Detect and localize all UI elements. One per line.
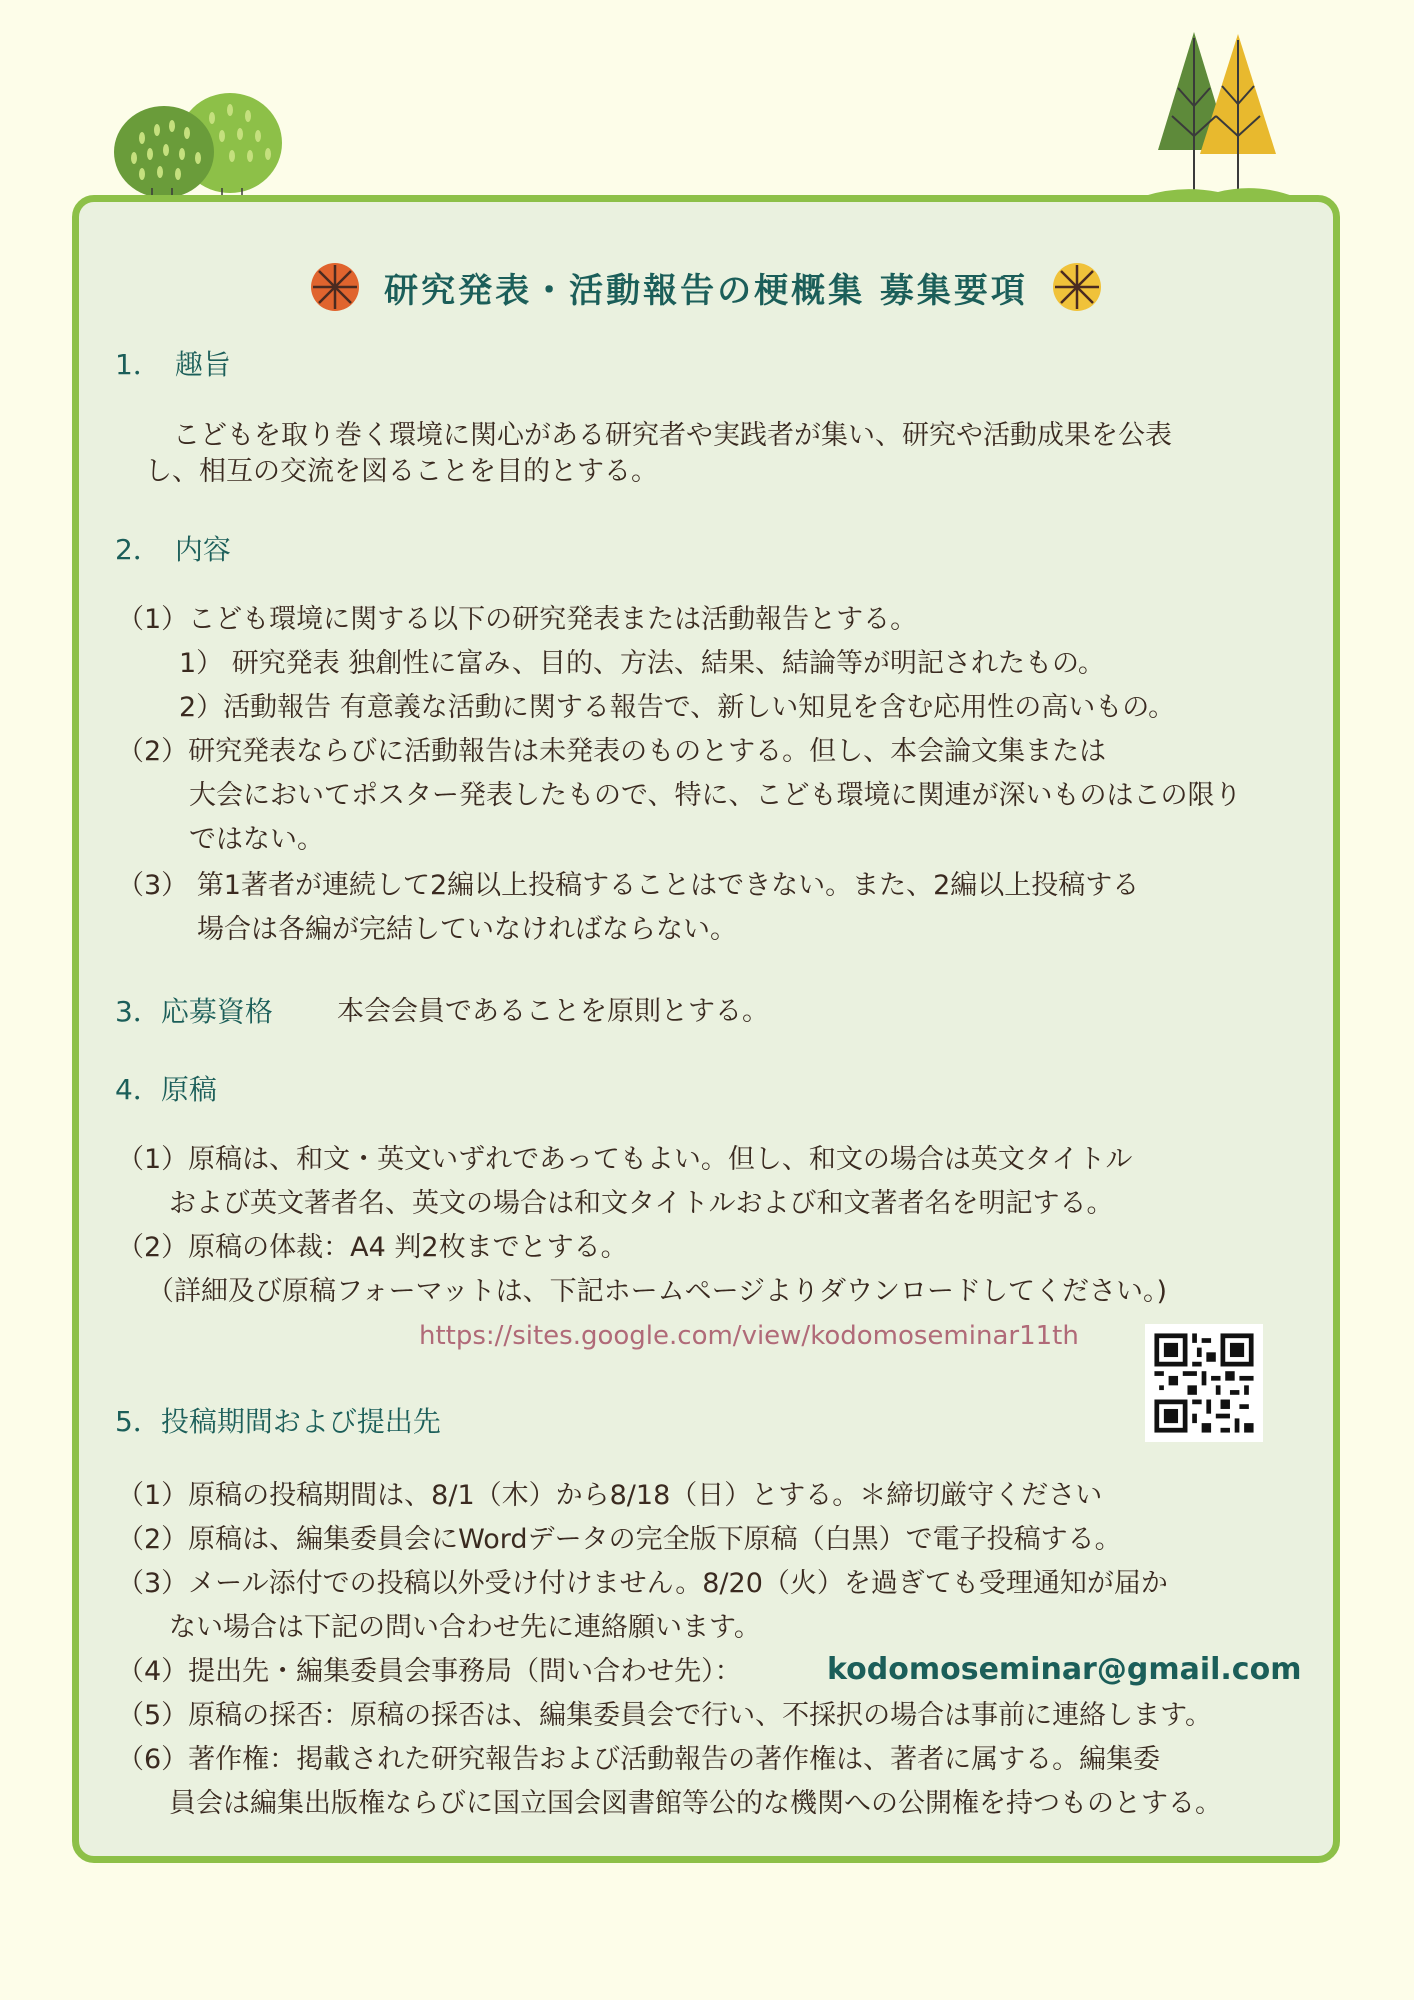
section-3-body: 本会会員であることを原則とする。 bbox=[337, 996, 769, 1027]
section-2-line: （2）研究発表ならびに活動報告は未発表のものとする。但し、本会論文集または bbox=[117, 736, 1107, 767]
section-5-line: ない場合は下記の問い合わせ先に連絡願います。 bbox=[169, 1612, 761, 1643]
section-2-line: ではない。 bbox=[189, 824, 324, 855]
section-2-line: 場合は各編が完結していなければならない。 bbox=[197, 914, 737, 945]
section-2-line: 2）活動報告 有意義な活動に関する報告で、新しい知見を含む応用性の高いもの。 bbox=[179, 692, 1176, 723]
title-row bbox=[79, 262, 1333, 312]
page-title: 研究発表・活動報告の梗概集 募集要項 bbox=[384, 270, 1028, 311]
section-1-body-line: し、相互の交流を図ることを目的とする。 bbox=[145, 456, 658, 487]
section-5-line: （4）提出先・編集委員会事務局（問い合わせ先）： bbox=[117, 1656, 742, 1687]
section-5-line: 員会は編集出版権ならびに国立国会図書館等公的な機関への公開権を持つものとする。 bbox=[169, 1788, 1222, 1819]
section-4-line: および英文著者名、英文の場合は和文タイトルおよび和文著者名を明記する。 bbox=[169, 1188, 1114, 1219]
section-1-heading: 1． 趣旨 bbox=[115, 348, 231, 381]
orange-sun-icon bbox=[310, 262, 360, 312]
section-5-line: （3）メール添付での投稿以外受け付けません。8/20（火）を過ぎても受理通知が届か bbox=[117, 1568, 1168, 1599]
section-3-heading: 3．応募資格 bbox=[115, 995, 273, 1028]
section-4-line: （1）原稿は、和文・英文いずれであってもよい。但し、和文の場合は英文タイトル bbox=[117, 1144, 1133, 1175]
homepage-link[interactable]: https://sites.google.com/view/kodomoseminar11th bbox=[419, 1321, 1079, 1351]
section-5-heading: 5．投稿期間および提出先 bbox=[115, 1405, 441, 1438]
section-5-line: （2）原稿は、編集委員会にWordデータの完全版下原稿（白黒）で電子投稿する。 bbox=[117, 1524, 1122, 1555]
section-4-heading: 4．原稿 bbox=[115, 1073, 217, 1106]
section-2-line: 1） 研究発表 独創性に富み、目的、方法、結果、結論等が明記されたもの。 bbox=[179, 648, 1105, 679]
content-panel bbox=[72, 195, 1340, 1863]
section-5-line: （1）原稿の投稿期間は、8/1（木）から8/18（日）とする。＊締切厳守ください bbox=[117, 1480, 1103, 1511]
pine-trees-icon bbox=[1138, 28, 1298, 200]
contact-email[interactable]: kodomoseminar@gmail.com bbox=[827, 1652, 1302, 1687]
qr-code-icon[interactable] bbox=[1145, 1324, 1263, 1442]
section-1-body-line: こどもを取り巻く環境に関心がある研究者や実践者が集い、研究や活動成果を公表 bbox=[173, 420, 1172, 451]
section-2-line: （1）こども環境に関する以下の研究発表または活動報告とする。 bbox=[117, 604, 918, 635]
bush-icon bbox=[112, 88, 282, 200]
section-5-line: （6）著作権：掲載された研究報告および活動報告の著作権は、著者に属する。編集委 bbox=[117, 1744, 1161, 1775]
section-4-line: （2）原稿の体裁：A4 判2枚までとする。 bbox=[117, 1232, 628, 1263]
section-4-line: （詳細及び原稿フォーマットは、下記ホームページよりダウンロードしてください。) bbox=[147, 1276, 1168, 1307]
section-2-line: 大会においてポスター発表したもので、特に、こども環境に関連が深いものはこの限り bbox=[189, 780, 1242, 811]
section-2-heading: 2． 内容 bbox=[115, 533, 231, 566]
section-2-line: （3） 第1著者が連続して2編以上投稿することはできない。また、2編以上投稿する bbox=[117, 870, 1140, 901]
yellow-snowflake-icon bbox=[1052, 262, 1102, 312]
section-5-line: （5）原稿の採否：原稿の採否は、編集委員会で行い、不採択の場合は事前に連絡します。 bbox=[117, 1700, 1213, 1731]
